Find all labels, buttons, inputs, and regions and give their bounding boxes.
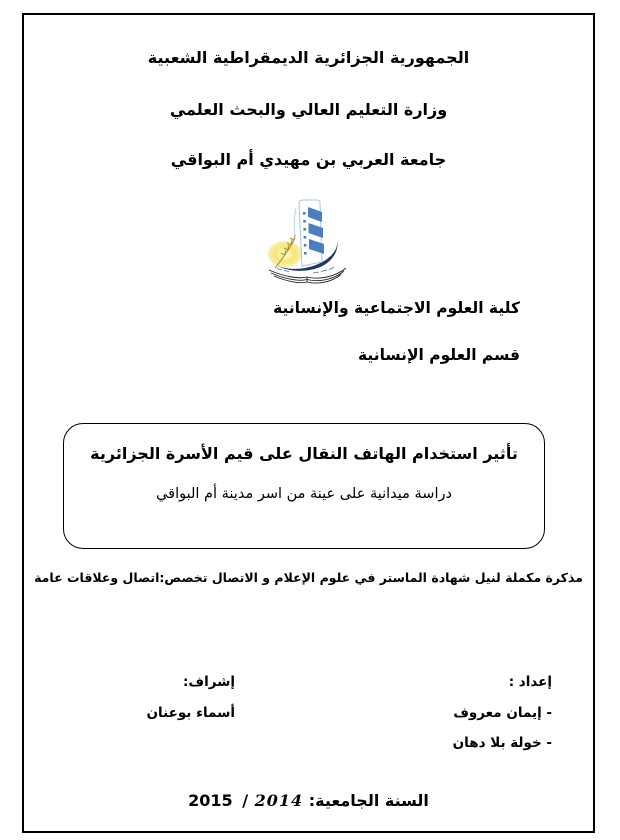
university-logo-graphic xyxy=(261,198,353,286)
academic-year-end: 2015 xyxy=(188,791,233,810)
faculty-line: كلية العلوم الاجتماعية والإنسانية xyxy=(273,299,520,317)
preparation-label: إعداد : xyxy=(508,674,552,690)
logo-windows xyxy=(308,207,324,254)
academic-year-separator: / xyxy=(242,791,249,810)
supervision-label: إشراف: xyxy=(182,674,235,690)
memoir-note: مذكرة مكملة لنيل شهادة الماستر في علوم الإعلام و الاتصال تخصص:اتصال وعلاقات عامة xyxy=(34,570,583,585)
thesis-title: تأثير استخدام الهاتف النقال على قيم الأسرة الجزائرية xyxy=(90,444,518,463)
academic-year-label: السنة الجامعية: xyxy=(308,791,429,810)
republic-line: الجمهورية الجزائرية الديمقراطية الشعبية xyxy=(147,48,470,67)
ministry-line: وزارة التعليم العالي والبحث العلمي xyxy=(169,100,448,119)
university-logo xyxy=(261,198,353,286)
academic-year-start-italic: 2014 xyxy=(254,791,304,810)
department-line: قسم العلوم الإنسانية xyxy=(358,346,520,364)
supervisor-name: أسماء بوعنان xyxy=(146,704,235,721)
thesis-subtitle: دراسة ميدانية على عينة من اسر مدينة أم البواقي xyxy=(156,486,452,502)
logo-tower-reflection xyxy=(294,208,296,236)
university-line: جامعة العربي بن مهيدي أم البواقي xyxy=(170,150,447,169)
supervision-section xyxy=(147,667,235,728)
preparation-section xyxy=(453,667,552,759)
preparation-name: - خولة بلا دهان xyxy=(452,735,552,751)
thesis-title-box xyxy=(63,423,545,549)
preparation-name: - إيمان معروف xyxy=(453,704,552,721)
academic-year-line xyxy=(22,791,595,810)
